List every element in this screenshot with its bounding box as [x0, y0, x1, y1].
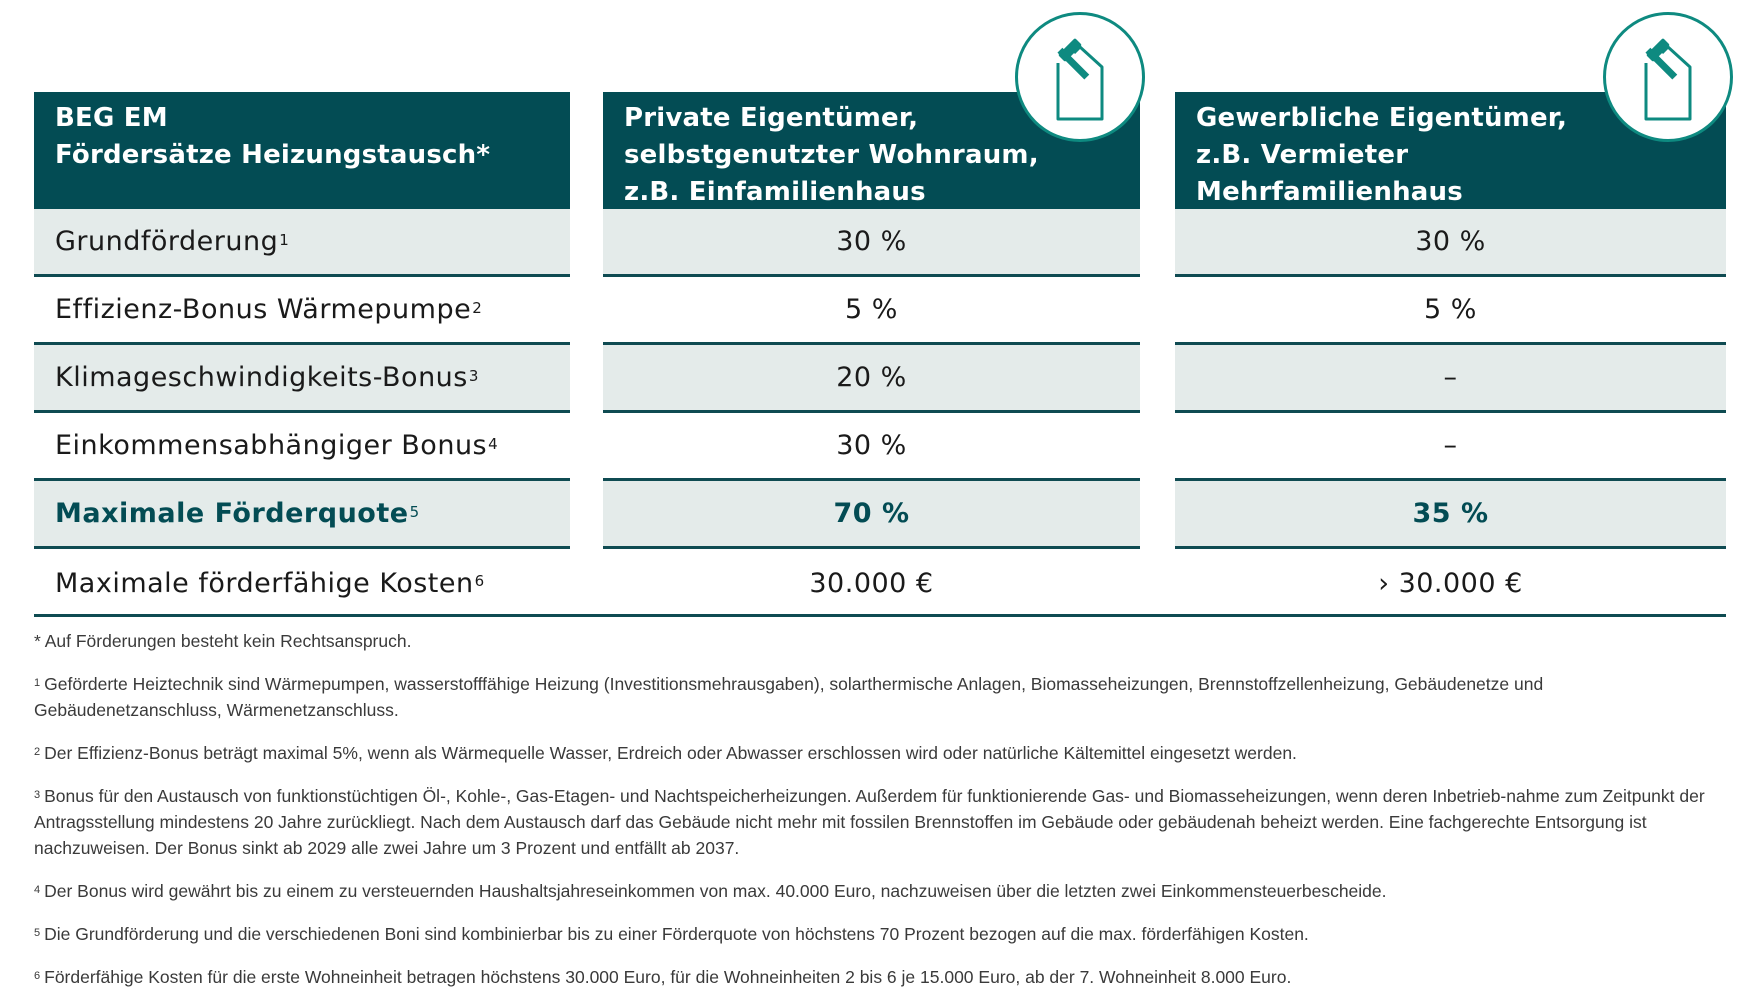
- header-line: Private Eigentümer,: [624, 103, 919, 133]
- cell-private-max-foerderquote: 70 %: [603, 481, 1140, 549]
- footnote-mark: 6: [34, 970, 41, 982]
- cell-commercial-klima-bonus: –: [1175, 345, 1726, 413]
- footnote-ref: 6: [474, 572, 485, 590]
- house-hammer-icon: [1603, 12, 1733, 142]
- commercial-owner-column: [1175, 92, 1726, 617]
- cell-private-max-kosten: 30.000 €: [809, 567, 934, 599]
- header-line: z.B. Einfamilienhaus: [624, 177, 926, 207]
- footnote-ref: 4: [488, 434, 499, 453]
- footnote-asterisk: [34, 628, 1734, 654]
- row-label-grundfoerderung: [34, 209, 570, 277]
- row-label: Effizienz-Bonus Wärmepumpe: [55, 294, 472, 325]
- footnote-4: [34, 878, 1734, 904]
- cell-commercial-grundfoerderung: 30 %: [1175, 209, 1726, 277]
- header-line: selbstgenutzter Wohnraum,: [624, 140, 1039, 170]
- footnote-text: Der Effizienz-Bonus beträgt maximal 5%, wenn als Wärmequelle Wasser, Erdreich oder Abwasser erschlossen wird oder natürliche Kältemittel eingesetzt werden.: [44, 743, 1297, 763]
- row-label: Klimageschwindigkeits-Bonus: [55, 362, 468, 393]
- footnote-6: [34, 964, 1734, 990]
- header-line: Mehrfamilienhaus: [1196, 177, 1463, 207]
- header-line: z.B. Vermieter: [1196, 140, 1409, 170]
- row-label: Grundförderung: [55, 226, 279, 257]
- footnote-text: * Auf Förderungen besteht kein Rechtsanspruch.: [34, 631, 412, 651]
- row-label-klima-bonus: [34, 345, 570, 413]
- footnote-mark: 4: [34, 884, 41, 896]
- footnote-text: Die Grundförderung und die verschiedenen Boni sind kombinierbar bis zu einer Förderquote von höchstens 70 Prozent bezogen auf die max. förderfähigen Kosten.: [44, 924, 1309, 944]
- footnote-1: [34, 671, 1704, 723]
- table-bottom-rule: [34, 614, 1726, 617]
- cell-commercial-max-kosten: › 30.000 €: [1378, 567, 1523, 599]
- header-line: Gewerbliche Eigentümer,: [1196, 103, 1568, 133]
- table-header-title: [34, 92, 570, 209]
- row-label-einkommens-bonus: [34, 413, 570, 481]
- footnote-mark: 3: [34, 789, 41, 801]
- footnote-text: Förderfähige Kosten für die erste Wohneinheit betragen höchstens 30.000 Euro, für die Wohneinheiten 2 bis 6 je 15.000 Euro, ab der 7. Wohneinheit 8.000 Euro.: [44, 967, 1292, 987]
- footnote-mark: 2: [34, 746, 41, 758]
- cell-private-grundfoerderung: 30 %: [603, 209, 1140, 277]
- footnote-ref: 1: [279, 230, 290, 249]
- footnote-text: Bonus für den Austausch von funktionstüchtigen Öl-, Kohle-, Gas-Etagen- und Nachtspeicherheizungen. Außerdem für funktionierende Gas- und Biomasseheizungen, wenn deren Inbetrieb-nahme zum Zeitpunkt der Antragsstellung mindestens 20 Jahre zurückliegt. Nach dem Austausch darf das Gebäude nicht mehr mit fossilen Brennstoffen im Gebäude oder gebäudenah beheizt werden. Eine fachgerechte Entsorgung ist nachzuweisen. Der Bonus sinkt ab 2029 alle zwei Jahre um 3 Prozent und entfällt ab 2037.: [34, 786, 1705, 858]
- footnotes: [34, 628, 1734, 1007]
- footnote-ref: 2: [472, 298, 483, 317]
- header-line: BEG EM: [55, 103, 168, 133]
- footnote-text: Geförderte Heiztechnik sind Wärmepumpen, wasserstofffähige Heizung (Investitionsmehrausgaben), solarthermische Anlagen, Biomasseheizungen, Brennstoffzellenheizung, Gebäudenetze und Gebäudenetzanschluss, Wärmenetzanschluss.: [34, 674, 1544, 720]
- footnote-3: [34, 783, 1714, 861]
- row-label-effizienz-bonus: [34, 277, 570, 345]
- row-label: Einkommensabhängiger Bonus: [55, 430, 488, 461]
- footnote-5: [34, 921, 1734, 947]
- footnote-text: Der Bonus wird gewährt bis zu einem zu versteuernden Haushaltsjahreseinkommen von max. 40.000 Euro, nachzuweisen über die letzten zwei Einkommensteuerbescheide.: [44, 881, 1387, 901]
- cell-private-effizienz-bonus: 5 %: [603, 277, 1140, 345]
- row-label-max-kosten: [34, 549, 570, 617]
- footnote-mark: 1: [34, 677, 41, 689]
- cell-commercial-einkommens-bonus: –: [1175, 413, 1726, 481]
- cell-commercial-max-foerderquote: 35 %: [1175, 481, 1726, 549]
- label-column: [34, 92, 570, 617]
- footnote-ref: 3: [468, 366, 479, 385]
- footnote-ref: 5: [409, 502, 420, 521]
- cell-private-einkommens-bonus: 30 %: [603, 413, 1140, 481]
- cell-private-klima-bonus: 20 %: [603, 345, 1140, 413]
- row-label: Maximale Förderquote: [55, 498, 409, 529]
- row-label: Maximale förderfähige Kosten: [55, 567, 474, 599]
- private-owner-column: [603, 92, 1140, 617]
- footnote-mark: 5: [34, 927, 41, 939]
- row-label-max-foerderquote: [34, 481, 570, 549]
- footnote-2: [34, 740, 1734, 766]
- house-hammer-icon: [1015, 12, 1145, 142]
- header-line: Fördersätze Heizungstausch*: [55, 140, 491, 170]
- cell-commercial-effizienz-bonus: 5 %: [1175, 277, 1726, 345]
